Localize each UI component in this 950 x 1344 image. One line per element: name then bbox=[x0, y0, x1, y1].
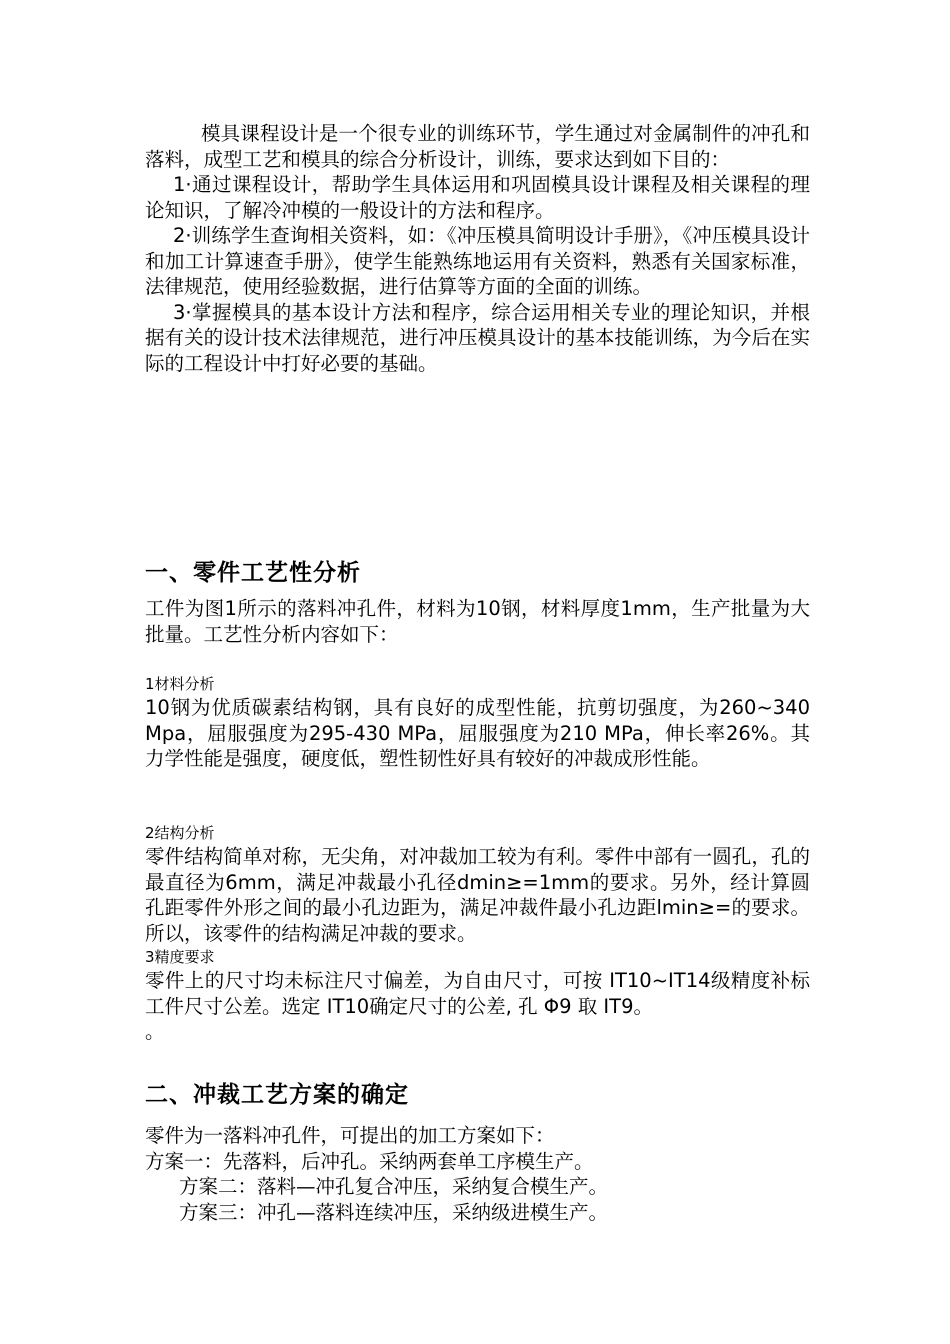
stray-mark: 。 bbox=[145, 1020, 165, 1043]
material-analysis-text: 10钢为优质碳素结构钢，具有良好的成型性能，抗剪切强度，为260~340 Mpa，屈服强度为295-430 MPa，屈服强度为210 MPa，伸长率26%。其力学性能是强度，硬度低，塑性韧性好具有较好的冲裁成形性能。 bbox=[145, 696, 810, 770]
section-1-title-block bbox=[145, 558, 810, 588]
section-1-title: 一、零件工艺性分析 bbox=[145, 560, 361, 586]
section-1-intro: 工件为图1所示的落料冲孔件，材料为10钢，材料厚度1mm，生产批量为大批量。工艺性分析内容如下： bbox=[145, 597, 810, 646]
intro-paragraph-1: 1·通过课程设计，帮助学生具体运用和巩固模具设计课程及相关课程的理论知识，了解冷冲模的一般设计的方法和程序。 bbox=[145, 173, 810, 222]
section-1-intro-block bbox=[145, 596, 810, 647]
material-analysis bbox=[145, 673, 810, 772]
intro-paragraph-3: 3·掌握模具的基本设计方法和程序，综合运用相关专业的理论知识，并根据有关的设计技术法律规范，进行冲压模具设计的基本技能训练，为今后在实际的工程设计中打好必要的基础。 bbox=[145, 300, 810, 375]
intro-paragraph-2: 2·训练学生查询相关资料，如：《冲压模具简明设计手册》，《冲压模具设计和加工计算速查手册》，使学生能熟练地运用有关资料，熟悉有关国家标准，法律规范，使用经验数据，进行估算等方面的全面的训练。 bbox=[145, 224, 810, 298]
precision-text: 零件上的尺寸均未标注尺寸偏差，为自由尺寸，可按 IT10~IT14级精度补标工件尺寸公差。选定 IT10确定尺寸的公差, 孔 Φ9 取 IT9。 bbox=[145, 969, 810, 1018]
section-2-intro: 零件为一落料冲孔件，可提出的加工方案如下： bbox=[145, 1124, 555, 1147]
plan-3: 方案三：冲孔—落料连续冲压，采纳级进模生产。 bbox=[179, 1200, 609, 1224]
material-analysis-title: 1材料分析 bbox=[145, 675, 215, 693]
precision-title: 3精度要求 bbox=[145, 948, 215, 966]
section-2-title-block bbox=[145, 1080, 810, 1110]
structure-analysis-text: 零件结构简单对称，无尖角，对冲裁加工较为有利。零件中部有一圆孔，孔的最直径为6mm，满足冲裁最小孔径dmin≥=1mm的要求。另外，经计算圆孔距零件外形之间的最小孔边距为，满足冲裁件最小孔边距lmin≥=的要求。所以，该零件的结构满足冲裁的要求。 bbox=[145, 845, 810, 945]
plan-2: 方案二：落料—冲孔复合冲压，采纳复合模生产。 bbox=[179, 1175, 609, 1198]
plan-1: 方案一：先落料，后冲孔。采纳两套单工序模生产。 bbox=[145, 1149, 594, 1173]
intro-paragraph-0: 模具课程设计是一个很专业的训练环节，学生通过对金属制件的冲孔和落料，成型工艺和模具的综合分析设计，训练，要求达到如下目的： bbox=[145, 122, 810, 171]
structure-analysis bbox=[145, 822, 810, 1045]
section-2-title: 二、冲裁工艺方案的确定 bbox=[145, 1082, 409, 1108]
intro-section bbox=[145, 121, 810, 376]
section-2-body bbox=[145, 1123, 810, 1225]
structure-analysis-title: 2结构分析 bbox=[145, 824, 215, 842]
